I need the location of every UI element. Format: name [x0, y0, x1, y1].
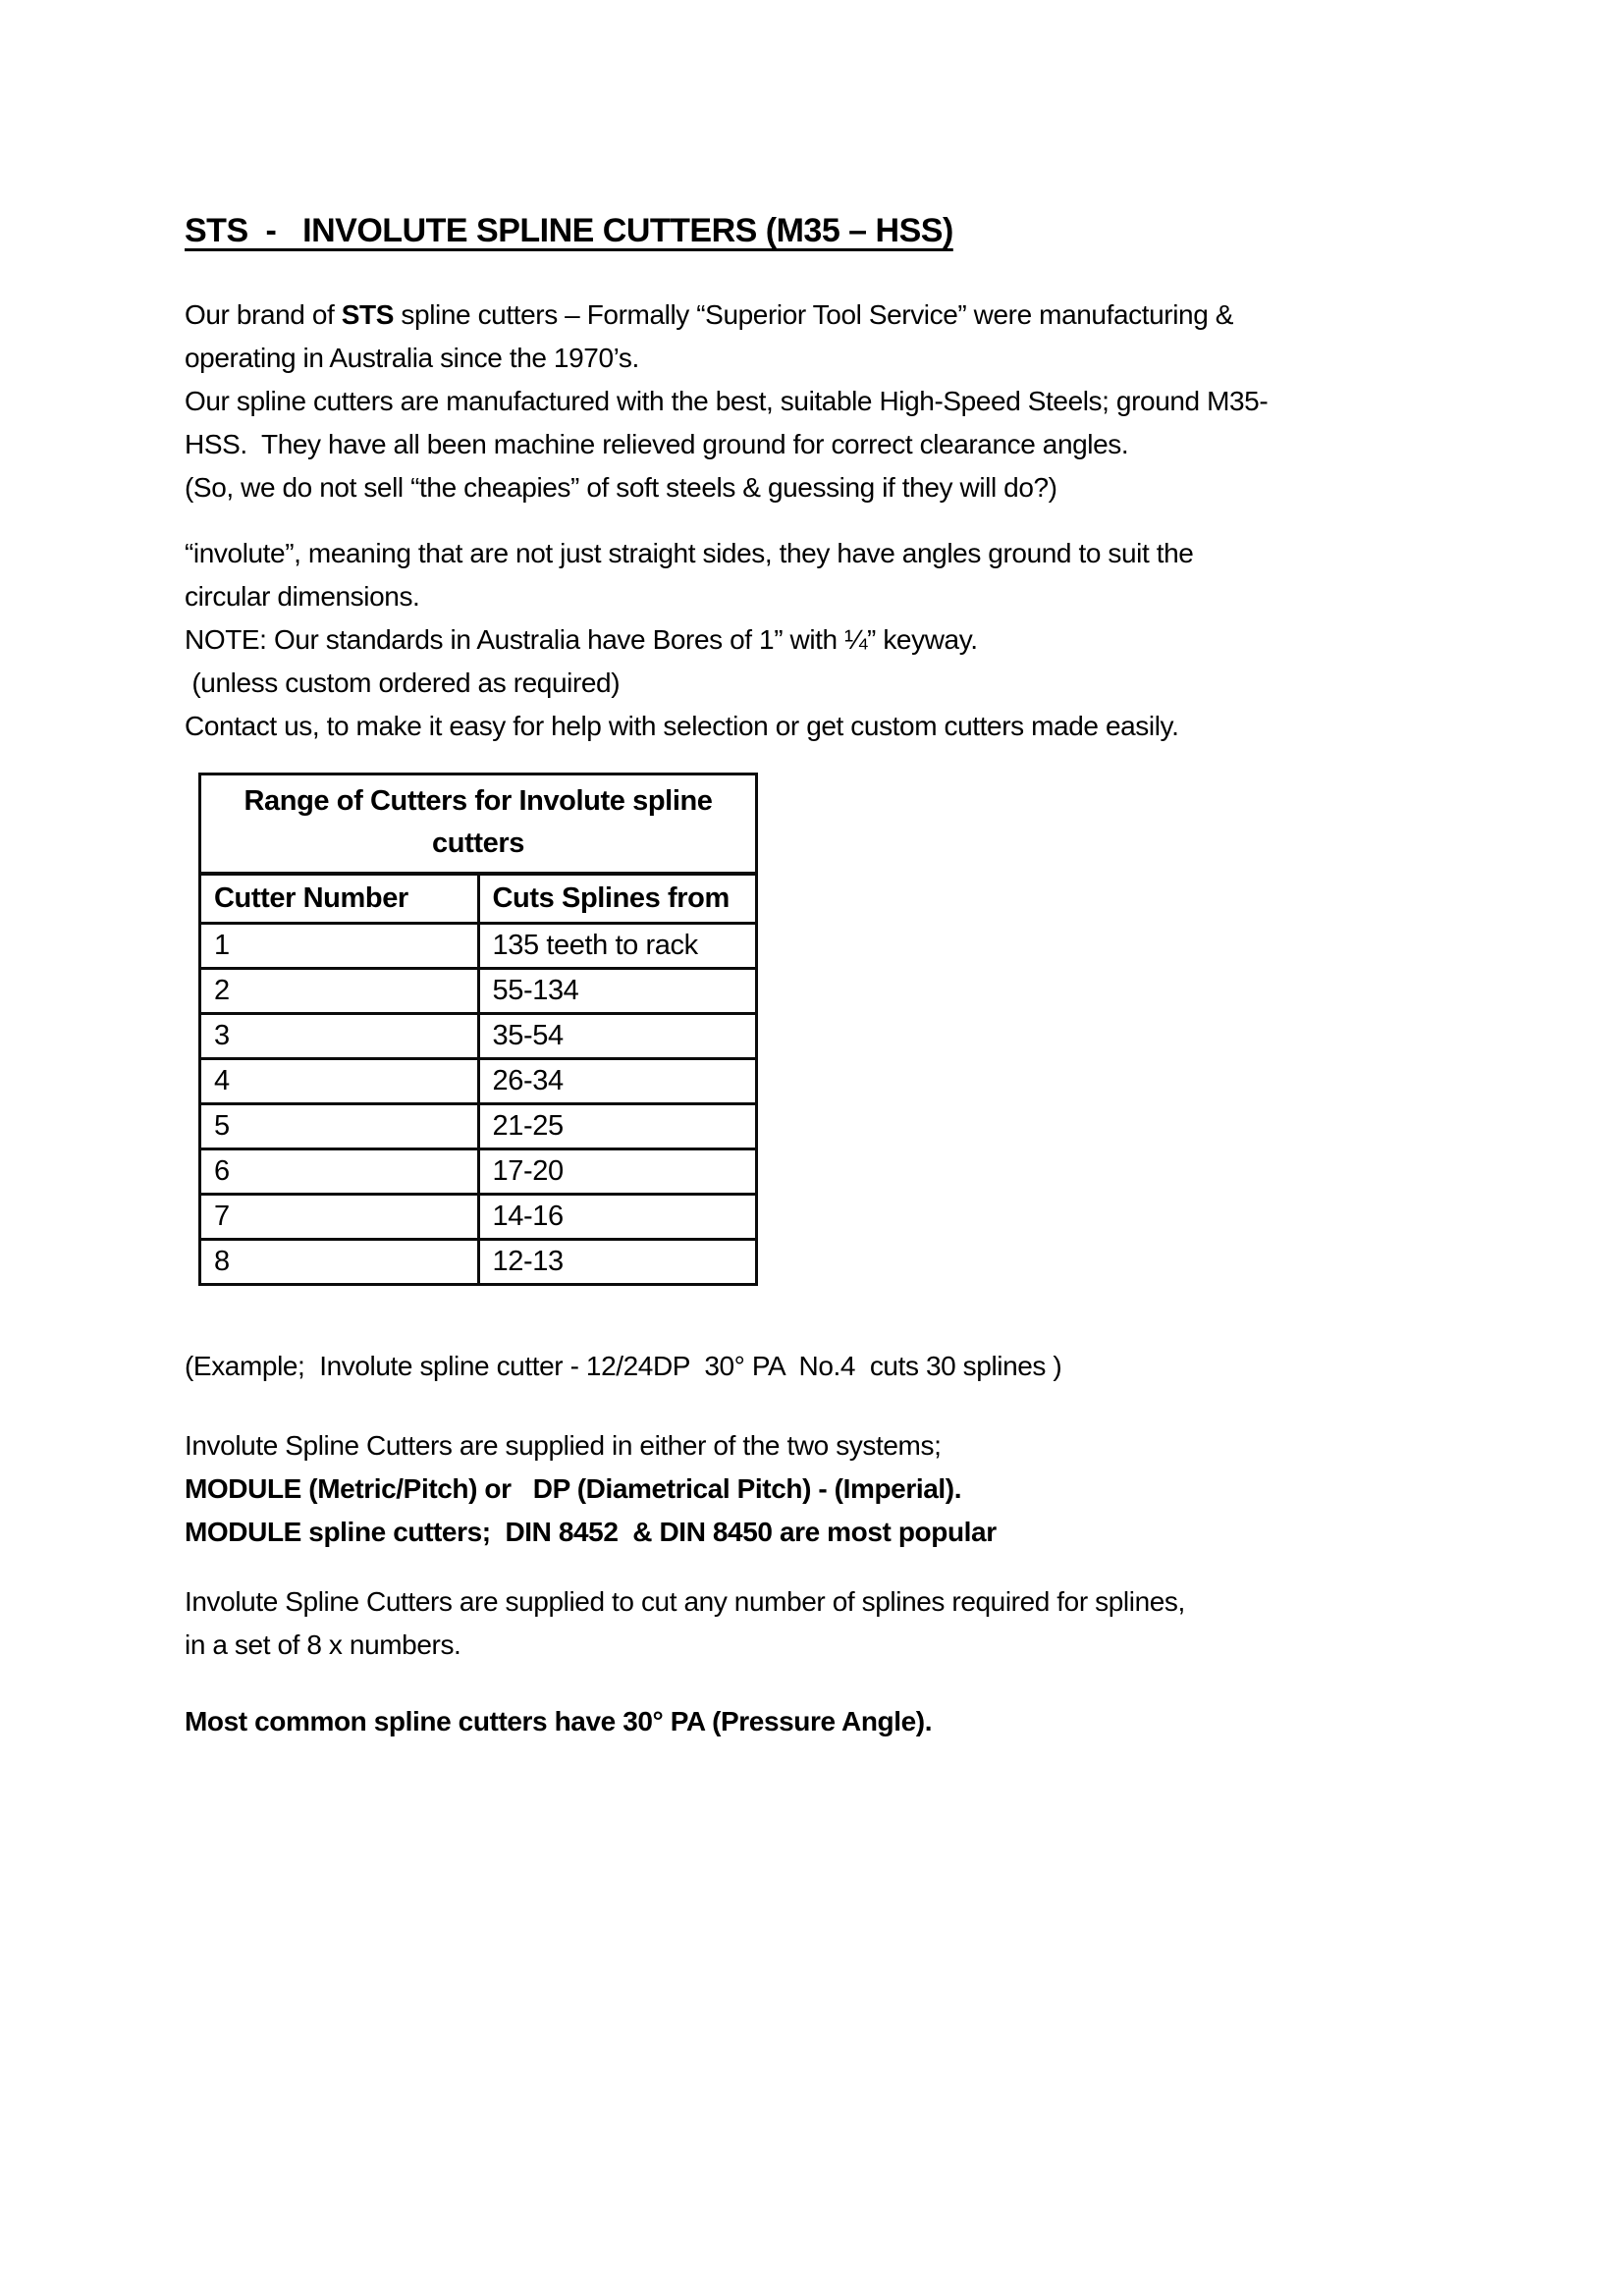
cutter-number-cell: 3 [200, 1014, 479, 1059]
table-caption-line-2: cutters [432, 828, 524, 859]
intro-line-1-rest: spline cutters – Formally “Superior Tool Service” were manufacturing & [394, 299, 1234, 330]
cuts-splines-cell: 12-13 [478, 1240, 757, 1285]
table-row [200, 1195, 757, 1240]
page-title-text: STS - INVOLUTE SPLINE CUTTERS (M35 – HSS) [185, 212, 953, 249]
involute-line-2: circular dimensions. [185, 581, 420, 612]
table-header-row [200, 874, 757, 924]
table-caption-row [200, 774, 757, 875]
cutter-number-cell: 5 [200, 1104, 479, 1149]
column-header-cutter-number: Cutter Number [200, 874, 479, 924]
table-caption-line-1: Range of Cutters for Involute spline [244, 785, 713, 817]
cuts-splines-cell: 14-16 [478, 1195, 757, 1240]
cuts-splines-cell: 35-54 [478, 1014, 757, 1059]
cutter-number-cell: 2 [200, 969, 479, 1014]
cuts-splines-cell: 17-20 [478, 1149, 757, 1195]
intro-paragraph [185, 294, 1526, 509]
cutter-range-table [198, 773, 758, 1286]
table-row [200, 924, 757, 969]
systems-line-1: Involute Spline Cutters are supplied in either of the two systems; [185, 1430, 942, 1461]
pressure-angle-note-text: Most common spline cutters have 30° PA (Pressure Angle). [185, 1706, 933, 1736]
cuts-splines-cell: 135 teeth to rack [478, 924, 757, 969]
involute-line-3: NOTE: Our standards in Australia have Bores of 1” with ¼” keyway. [185, 624, 978, 655]
set-line-2: in a set of 8 x numbers. [185, 1629, 461, 1660]
cutter-number-cell: 7 [200, 1195, 479, 1240]
set-paragraph [185, 1580, 1526, 1667]
table-row [200, 1149, 757, 1195]
cuts-splines-cell: 26-34 [478, 1059, 757, 1104]
systems-paragraph [185, 1424, 1526, 1554]
involute-line-4: (unless custom ordered as required) [185, 667, 621, 698]
cutter-number-cell: 4 [200, 1059, 479, 1104]
example-paragraph [185, 1345, 1526, 1388]
cutter-number-cell: 1 [200, 924, 479, 969]
table-row [200, 1059, 757, 1104]
cuts-splines-cell: 55-134 [478, 969, 757, 1014]
systems-line-2: MODULE (Metric/Pitch) or DP (Diametrical Pitch) - (Imperial). [185, 1473, 962, 1504]
table-row [200, 1240, 757, 1285]
intro-line-1 [185, 294, 1526, 337]
involute-paragraph [185, 532, 1526, 748]
example-line: (Example; Involute spline cutter - 12/24DP 30° PA No.4 cuts 30 splines ) [185, 1351, 1062, 1381]
intro-line-4: HSS. They have all been machine relieved ground for correct clearance angles. [185, 429, 1129, 459]
cutter-number-cell: 6 [200, 1149, 479, 1195]
involute-line-5: Contact us, to make it easy for help with selection or get custom cutters made easily. [185, 711, 1179, 741]
involute-line-1: “involute”, meaning that are not just straight sides, they have angles ground to suit the [185, 538, 1194, 568]
pressure-angle-note [185, 1700, 1526, 1743]
intro-line-2: operating in Australia since the 1970’s. [185, 343, 639, 373]
intro-line-1-text: Our brand of [185, 299, 342, 330]
brand-name: STS [341, 299, 395, 330]
cutter-number-cell: 8 [200, 1240, 479, 1285]
cuts-splines-cell: 21-25 [478, 1104, 757, 1149]
intro-line-5: (So, we do not sell “the cheapies” of soft steels & guessing if they will do?) [185, 472, 1057, 503]
set-line-1: Involute Spline Cutters are supplied to cut any number of splines required for splines, [185, 1586, 1185, 1617]
table-caption [200, 774, 757, 875]
table-row [200, 1014, 757, 1059]
intro-line-3: Our spline cutters are manufactured with the best, suitable High-Speed Steels; ground M35- [185, 386, 1269, 416]
table-row [200, 1104, 757, 1149]
systems-line-3: MODULE spline cutters; DIN 8452 & DIN 8450 are most popular [185, 1517, 997, 1547]
page-title [185, 208, 1526, 253]
column-header-cuts-splines-from: Cuts Splines from [478, 874, 757, 924]
table-row [200, 969, 757, 1014]
